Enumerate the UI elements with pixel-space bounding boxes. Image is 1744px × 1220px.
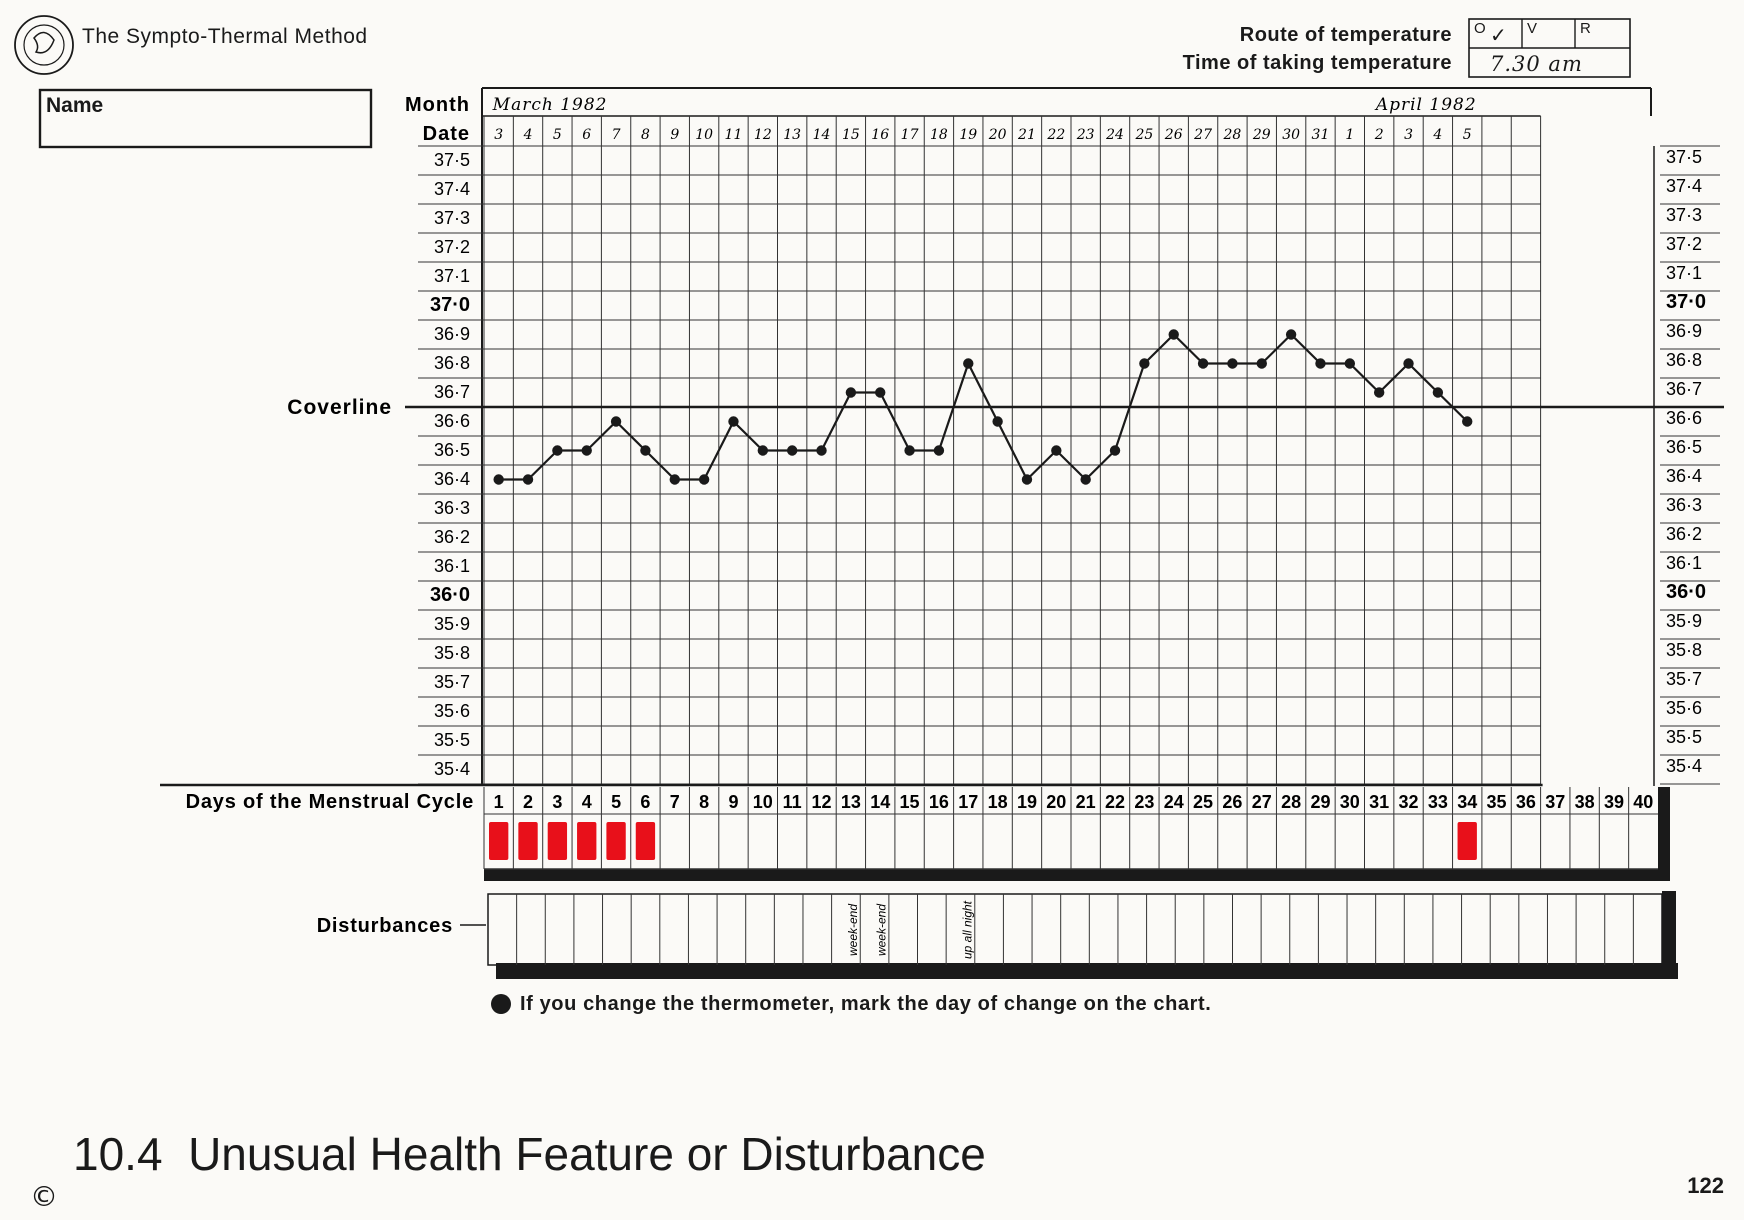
- cycle-day-number: 2: [523, 792, 534, 812]
- y-tick-label-right: 36·4: [1666, 466, 1703, 486]
- disturbances-label: Disturbances: [316, 915, 453, 937]
- cycle-days-label: Days of the Menstrual Cycle: [185, 791, 474, 813]
- date-cell: 1: [1345, 127, 1355, 143]
- cycle-day-number: 10: [752, 792, 773, 812]
- temperature-point-day-1: [493, 474, 503, 484]
- month-row-label: Month: [405, 94, 470, 116]
- y-tick-label-left: 37·0: [429, 294, 470, 316]
- y-tick-label-right: 36·0: [1666, 581, 1707, 603]
- menstruation-mark-day-2: [518, 822, 537, 860]
- y-tick-label-right: 37·0: [1666, 291, 1707, 313]
- cycle-day-number: 29: [1310, 792, 1331, 812]
- temperature-point-day-28: [1286, 329, 1296, 339]
- temperature-point-day-11: [787, 445, 797, 455]
- cycle-day-number: 19: [1016, 792, 1037, 812]
- date-cell: 5: [1462, 127, 1472, 143]
- y-tick-label-left: 36·5: [433, 440, 470, 460]
- date-cell: 30: [1282, 127, 1301, 143]
- y-tick-label-right: 35·9: [1666, 611, 1703, 631]
- cycle-day-number: 13: [840, 792, 861, 812]
- y-tick-label-right: 36·5: [1666, 437, 1703, 457]
- cycle-day-number: 15: [899, 792, 920, 812]
- temperature-point-day-20: [1051, 445, 1061, 455]
- date-cell: 5: [552, 127, 562, 143]
- temperature-point-day-18: [992, 416, 1002, 426]
- cycle-day-number: 27: [1251, 792, 1272, 812]
- y-tick-label-right: 36·2: [1666, 524, 1703, 544]
- cycle-day-number: 11: [782, 792, 802, 812]
- page-number: 122: [1687, 1173, 1724, 1198]
- cycle-day-number: 36: [1515, 792, 1536, 812]
- y-tick-label-right: 37·1: [1666, 263, 1703, 283]
- date-cell: 9: [670, 127, 680, 143]
- date-cell: 29: [1252, 127, 1271, 143]
- y-tick-label-right: 37·3: [1666, 205, 1703, 225]
- y-tick-label-left: 36·2: [433, 527, 470, 547]
- copyright-symbol: ©: [30, 1180, 58, 1213]
- date-cell: 8: [640, 127, 650, 143]
- date-cell: 22: [1047, 127, 1066, 143]
- cycle-day-number: 7: [669, 792, 680, 812]
- coverline-label: Coverline: [287, 396, 392, 419]
- menstruation-mark-day-5: [606, 822, 625, 860]
- cycle-day-number: 22: [1105, 792, 1126, 812]
- cycle-day-number: 21: [1075, 792, 1096, 812]
- date-row-label: Date: [422, 123, 470, 145]
- cycle-day-number: 38: [1574, 792, 1595, 812]
- temperature-point-day-10: [758, 445, 768, 455]
- y-tick-label-left: 36·3: [433, 498, 470, 518]
- temperature-point-day-15: [904, 445, 914, 455]
- menstruation-row-shadow-right: [1658, 787, 1670, 881]
- cycle-day-number: 4: [581, 792, 592, 812]
- date-cell: 12: [753, 127, 772, 143]
- temperature-point-day-19: [1022, 474, 1032, 484]
- y-tick-label-left: 36·4: [433, 469, 470, 489]
- cycle-day-number: 1: [493, 792, 504, 812]
- date-cell: 10: [695, 127, 714, 143]
- date-cell: 28: [1223, 127, 1242, 143]
- menstruation-mark-day-1: [489, 822, 508, 860]
- y-tick-label-left: 37·3: [433, 208, 470, 228]
- y-tick-label-right: 35·8: [1666, 640, 1703, 660]
- date-cell: 25: [1135, 127, 1154, 143]
- date-cell: 3: [494, 127, 504, 143]
- temperature-point-day-13: [846, 387, 856, 397]
- temperature-point-day-29: [1315, 358, 1325, 368]
- cycle-day-number: 3: [552, 792, 563, 812]
- temperature-point-day-6: [640, 445, 650, 455]
- name-label: Name: [46, 94, 104, 117]
- y-tick-label-left: 37·2: [433, 237, 470, 257]
- y-tick-label-right: 35·7: [1666, 669, 1703, 689]
- y-tick-label-right: 35·4: [1666, 756, 1703, 776]
- y-tick-label-right: 36·9: [1666, 321, 1703, 341]
- y-tick-label-left: 35·9: [433, 614, 470, 634]
- y-tick-label-left: 35·7: [433, 672, 470, 692]
- y-tick-label-left: 35·8: [433, 643, 470, 663]
- menstruation-row-shadow-bottom: [484, 869, 1670, 881]
- disturbance-note-day-17: up all night: [960, 900, 975, 960]
- temperature-point-day-32: [1403, 358, 1413, 368]
- cycle-day-number: 30: [1339, 792, 1360, 812]
- method-logo-bird-icon: [34, 32, 54, 52]
- y-tick-label-left: 36·6: [433, 411, 470, 431]
- temperature-point-day-34: [1462, 416, 1472, 426]
- temperature-point-day-2: [523, 474, 533, 484]
- cycle-day-number: 12: [811, 792, 832, 812]
- cycle-day-number: 25: [1193, 792, 1214, 812]
- cycle-day-number: 20: [1046, 792, 1067, 812]
- date-cell: 15: [841, 127, 860, 143]
- disturbance-row-shadow-right: [1662, 891, 1676, 979]
- cycle-day-number: 26: [1222, 792, 1243, 812]
- y-tick-label-left: 36·9: [433, 324, 470, 344]
- disturbance-note-day-14: week-end: [874, 903, 889, 957]
- y-tick-label-left: 36·1: [433, 556, 470, 576]
- temperature-point-day-16: [934, 445, 944, 455]
- time-label: Time of taking temperature: [1182, 52, 1452, 74]
- temperature-point-day-23: [1139, 358, 1149, 368]
- y-tick-label-left: 35·5: [433, 730, 470, 750]
- y-tick-label-right: 36·7: [1666, 379, 1703, 399]
- cycle-day-number: 39: [1603, 792, 1624, 812]
- date-cell: 17: [900, 127, 919, 143]
- date-cell: 7: [611, 127, 621, 143]
- disturbance-row-box: [488, 894, 1662, 965]
- date-cell: 21: [1018, 127, 1036, 143]
- cycle-day-number: 17: [958, 792, 979, 812]
- temperature-point-day-22: [1110, 445, 1120, 455]
- route-option-rectal[interactable]: R: [1580, 20, 1591, 37]
- y-tick-label-right: 36·6: [1666, 408, 1703, 428]
- method-title: The Sympto-Thermal Method: [82, 25, 368, 48]
- temperature-point-day-8: [699, 474, 709, 484]
- route-selected-checkmark: ✓: [1490, 23, 1507, 47]
- y-tick-label-right: 36·3: [1666, 495, 1703, 515]
- y-tick-label-left: 37·4: [433, 179, 470, 199]
- date-cell: 2: [1374, 127, 1384, 143]
- date-cell: 16: [871, 127, 890, 143]
- cycle-day-number: 14: [870, 792, 891, 812]
- section-title: 10.4 Unusual Health Feature or Disturbance: [73, 1128, 986, 1180]
- y-tick-label-right: 37·2: [1666, 234, 1703, 254]
- cycle-day-number: 16: [928, 792, 949, 812]
- temperature-point-day-31: [1374, 387, 1384, 397]
- y-tick-label-right: 36·8: [1666, 350, 1703, 370]
- temperature-point-day-3: [552, 445, 562, 455]
- cycle-day-number: 24: [1163, 792, 1184, 812]
- date-cell: 18: [930, 127, 948, 143]
- temperature-point-day-27: [1257, 358, 1267, 368]
- cycle-day-number: 37: [1545, 792, 1566, 812]
- y-tick-label-right: 35·5: [1666, 727, 1703, 747]
- y-tick-label-left: 36·0: [429, 584, 470, 606]
- date-cell: 26: [1164, 127, 1183, 143]
- date-cell: 4: [523, 127, 533, 143]
- menstruation-mark-day-34: [1458, 822, 1477, 860]
- cycle-day-number: 40: [1633, 792, 1654, 812]
- temperature-point-day-21: [1080, 474, 1090, 484]
- date-cell: 14: [812, 127, 831, 143]
- date-cell: 4: [1433, 127, 1443, 143]
- temperature-point-day-5: [611, 416, 621, 426]
- date-cell: 13: [783, 127, 802, 143]
- y-tick-label-left: 37·5: [433, 150, 470, 170]
- cycle-day-number: 28: [1281, 792, 1302, 812]
- route-label: Route of temperature: [1239, 24, 1452, 46]
- y-tick-label-left: 37·1: [433, 266, 470, 286]
- time-value[interactable]: 7.30 am: [1490, 52, 1583, 76]
- temperature-point-day-7: [670, 474, 680, 484]
- temperature-point-day-30: [1345, 358, 1355, 368]
- cycle-day-number: 5: [611, 792, 622, 812]
- y-tick-label-left: 36·8: [433, 353, 470, 373]
- y-tick-label-left: 35·4: [433, 759, 470, 779]
- cycle-day-number: 32: [1398, 792, 1419, 812]
- cycle-day-number: 9: [728, 792, 739, 812]
- date-cell: 31: [1311, 127, 1330, 143]
- date-cell: 11: [724, 127, 743, 143]
- temperature-point-day-33: [1433, 387, 1443, 397]
- month-label-2: April 1982: [1375, 95, 1477, 115]
- menstruation-mark-day-6: [636, 822, 655, 860]
- date-cell: 6: [582, 127, 592, 143]
- temperature-point-day-12: [816, 445, 826, 455]
- date-cell: 23: [1076, 127, 1095, 143]
- route-option-oral[interactable]: O: [1474, 20, 1486, 37]
- temperature-point-day-4: [582, 445, 592, 455]
- month-label-1: March 1982: [492, 95, 608, 115]
- cycle-day-number: 31: [1369, 792, 1390, 812]
- cycle-day-number: 6: [640, 792, 651, 812]
- date-cell: 27: [1194, 127, 1212, 143]
- cycle-day-number: 33: [1427, 792, 1448, 812]
- y-tick-label-left: 35·6: [433, 701, 470, 721]
- temperature-point-day-9: [728, 416, 738, 426]
- route-option-vaginal[interactable]: V: [1527, 20, 1538, 37]
- y-tick-label-right: 35·6: [1666, 698, 1703, 718]
- temperature-point-day-25: [1198, 358, 1208, 368]
- temperature-point-day-24: [1169, 329, 1179, 339]
- y-tick-label-right: 37·5: [1666, 147, 1703, 167]
- date-cell: 19: [959, 127, 978, 143]
- temperature-point-day-26: [1227, 358, 1237, 368]
- temperature-point-day-14: [875, 387, 885, 397]
- y-tick-label-left: 36·7: [433, 382, 470, 402]
- cycle-day-number: 35: [1486, 792, 1507, 812]
- menstruation-mark-day-4: [577, 822, 596, 860]
- cycle-day-number: 23: [1134, 792, 1155, 812]
- thermometer-note: If you change the thermometer, mark the day of change on the chart.: [520, 993, 1212, 1015]
- y-tick-label-right: 37·4: [1666, 176, 1703, 196]
- date-cell: 3: [1404, 127, 1413, 143]
- date-cell: 20: [988, 127, 1007, 143]
- cycle-day-number: 34: [1457, 792, 1478, 812]
- cycle-day-number: 18: [987, 792, 1008, 812]
- method-logo-inner-icon: [24, 25, 64, 65]
- cycle-day-number: 8: [699, 792, 710, 812]
- y-tick-label-right: 36·1: [1666, 553, 1703, 573]
- thermometer-note-bullet: [491, 994, 511, 1014]
- date-cell: 24: [1106, 127, 1124, 143]
- temperature-point-day-17: [963, 358, 973, 368]
- disturbance-note-day-13: week-end: [845, 903, 860, 957]
- menstruation-mark-day-3: [548, 822, 567, 860]
